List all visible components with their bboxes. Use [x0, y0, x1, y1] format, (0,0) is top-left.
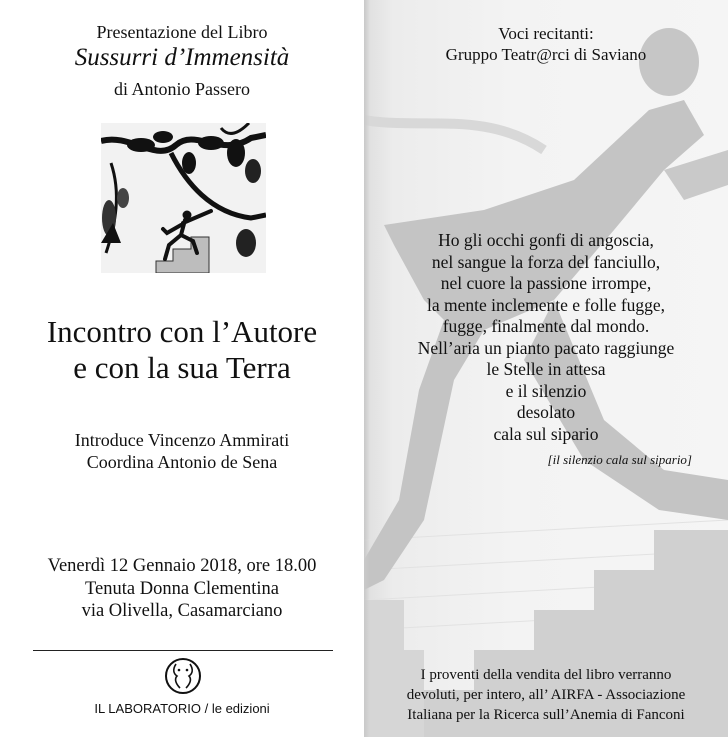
publisher-name-main: IL LABORATORIO: [94, 701, 202, 716]
poem-line: nel cuore la passione irrompe,: [440, 273, 652, 293]
cover-illustration: [101, 123, 266, 273]
publisher-name: [0, 701, 364, 716]
poem-line: Ho gli occhi gonfi di angoscia,: [438, 230, 654, 250]
coordina-line: Coordina Antonio de Sena: [86, 452, 278, 472]
poem-line: fugge, finalmente dal mondo.: [442, 316, 650, 336]
proventi-note: [364, 665, 728, 725]
page-fold: [364, 0, 370, 737]
headline-line-2: e con la sua Terra: [73, 350, 291, 385]
poem-line: le Stelle in attesa: [486, 359, 606, 379]
proventi-line: devoluti, per intero, all’ AIRFA - Associazione: [406, 687, 686, 703]
poem-note: [il silenzio cala sul sipario]: [547, 452, 692, 467]
headline-line-1: Incontro con l’Autore: [46, 314, 318, 349]
poem-line: desolato: [516, 402, 576, 422]
poem: [364, 230, 728, 445]
divider: [33, 650, 333, 651]
gruppo-teatrale: Gruppo Teatr@rci di Saviano: [445, 45, 647, 64]
presentazione-label: Presentazione del Libro: [96, 22, 268, 42]
event-date: Venerdì 12 Gennaio 2018, ore 18.00: [47, 556, 317, 576]
figure-climbing-stairs-icon: [101, 123, 266, 273]
voci-recitanti-label: Voci recitanti:: [498, 24, 594, 43]
poem-line: e il silenzio: [505, 380, 587, 401]
proventi-line: I proventi della vendita del libro verranno: [420, 667, 672, 683]
event-venue: Tenuta Donna Clementina: [85, 579, 279, 599]
author-line: di Antonio Passero: [113, 79, 250, 99]
book-title: Sussurri d’Immensità: [74, 44, 290, 71]
poem-line: Nell’aria un pianto pacato raggiunge: [417, 337, 675, 358]
publisher-name-sub: / le edizioni: [201, 701, 270, 716]
publisher-logo-icon: [164, 656, 202, 696]
proventi-line: Italiana per la Ricerca sull’Anemia di Fanconi: [407, 707, 685, 723]
poem-line: nel sangue la forza del fanciullo,: [431, 251, 661, 272]
poem-line: cala sul sipario: [493, 423, 599, 444]
right-panel: [364, 0, 728, 737]
introduce-line: Introduce Vincenzo Ammirati: [74, 430, 290, 450]
poem-line: la mente inclemente e folle fugge,: [426, 294, 666, 315]
event-address: via Olivella, Casamarciano: [81, 601, 283, 621]
